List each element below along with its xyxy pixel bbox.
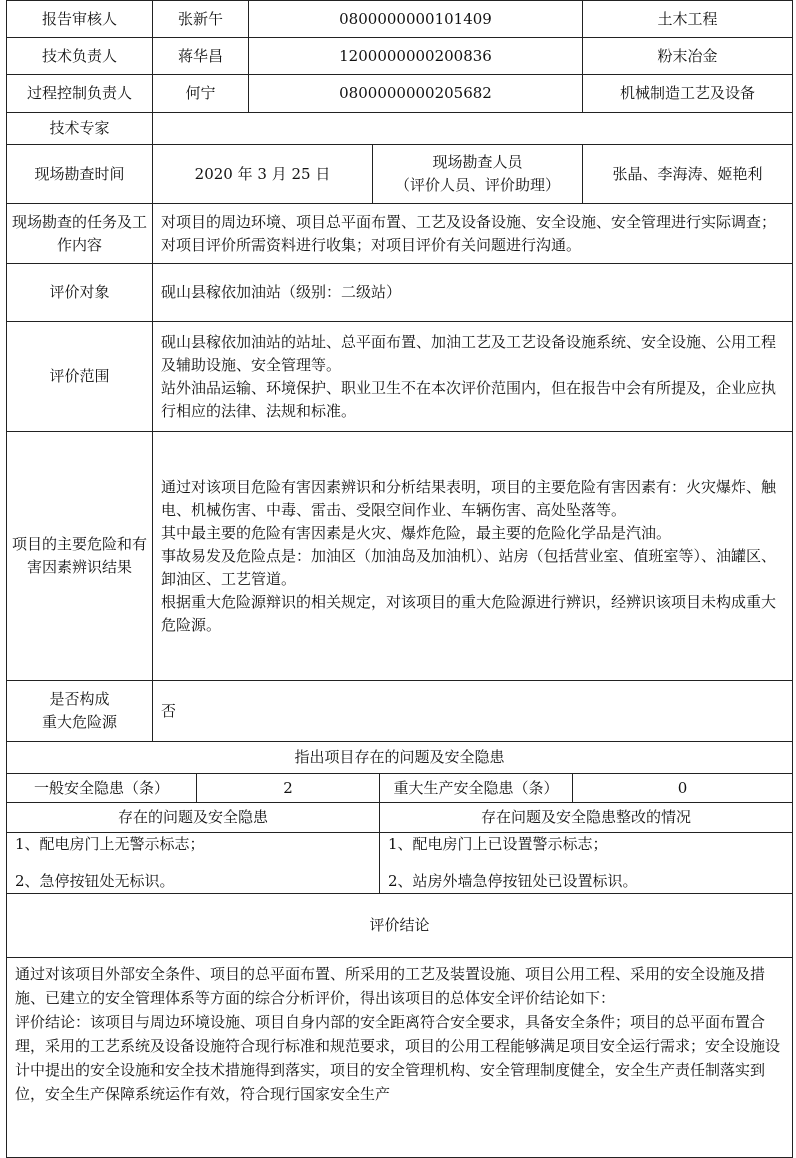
fix-list xyxy=(380,833,793,894)
reviewer-id: 0800000000101409 xyxy=(249,1,583,38)
hazard-paragraph-4: 根据重大危险源辩识的相关规定，对该项目的重大危险源进行辨识，经辨识该项目未构成重大危险源。 xyxy=(161,592,777,634)
process-lead-role: 过程控制负责人 xyxy=(7,75,153,113)
major-hazard-label: 重大生产安全隐患（条） xyxy=(380,774,573,803)
survey-staff-label xyxy=(373,145,583,204)
fix-column-header: 存在问题及安全隐患整改的情况 xyxy=(380,803,793,833)
issues-header-row xyxy=(7,803,793,833)
fix-item-2: 2、站房外墙急停按钮处已设置标识。 xyxy=(388,872,638,890)
reviewer-name: 张新午 xyxy=(153,1,249,38)
issues-title: 指出项目存在的问题及安全隐患 xyxy=(7,742,793,774)
issues-count-row xyxy=(7,774,793,803)
scope-value xyxy=(153,322,793,432)
survey-staff-label-line2: （评价人员、评价助理） xyxy=(394,176,560,194)
tech-lead-id: 1200000000200836 xyxy=(249,38,583,75)
issues-table xyxy=(6,741,793,894)
reviewer-field: 土木工程 xyxy=(583,1,793,38)
object-label: 评价对象 xyxy=(7,264,153,322)
major-source-value: 否 xyxy=(153,681,793,742)
survey-time-value: 2020 年 3 月 25 日 xyxy=(153,145,373,204)
major-source-label-line2: 重大危险源 xyxy=(41,713,117,731)
conclusion-title: 评价结论 xyxy=(7,894,793,958)
problem-item-2: 2、急停按钮处无标识。 xyxy=(15,872,175,890)
object-value: 砚山县稼依加油站（级别：二级站） xyxy=(153,264,793,322)
tech-lead-field: 粉末冶金 xyxy=(583,38,793,75)
tech-lead-row xyxy=(7,38,793,75)
task-row xyxy=(7,204,793,264)
process-lead-name: 何宁 xyxy=(153,75,249,113)
scope-row xyxy=(7,322,793,432)
reviewer-row xyxy=(7,1,793,38)
scope-label: 评价范围 xyxy=(7,322,153,432)
issues-detail-row xyxy=(7,833,793,894)
object-row xyxy=(7,264,793,322)
scope-paragraph-1: 砚山县稼依加油站的站址、总平面布置、加油工艺及工艺设备设施系统、安全设施、公用工程及辅助设施、安全管理等。 xyxy=(161,332,777,374)
process-lead-row xyxy=(7,75,793,113)
general-hazard-label: 一般安全隐患（条） xyxy=(7,774,197,803)
hazard-value xyxy=(153,432,793,681)
task-value: 对项目的周边环境、项目总平面布置、工艺及设备设施、安全设施、安全管理进行实际调查；对项目评价所需资料进行收集；对项目评价有关问题进行沟通。 xyxy=(153,204,793,264)
major-source-label xyxy=(7,681,153,742)
process-lead-id: 0800000000205682 xyxy=(249,75,583,113)
conclusion-title-row xyxy=(7,894,793,958)
general-hazard-count: 2 xyxy=(197,774,380,803)
expert-row xyxy=(7,113,793,145)
major-source-row xyxy=(7,681,793,742)
conclusion-body xyxy=(7,958,793,1158)
conclusion-paragraph-1: 通过对该项目外部安全条件、项目的总平面布置、所采用的工艺及装置设施、项目公用工程、采用的安全设施及措施、已建立的安全管理体系等方面的综合分析评价，得出该项目的总体安全评价结论如下： xyxy=(15,965,766,1007)
hazard-paragraph-2: 其中最主要的危险有害因素是火灾、爆炸危险，最主要的危险化学品是汽油。 xyxy=(161,523,672,542)
problem-item-1: 1、配电房门上无警示标志； xyxy=(15,835,205,853)
conclusion-table xyxy=(6,893,793,1158)
hazard-row xyxy=(7,432,793,681)
personnel-and-scope-table xyxy=(6,0,793,742)
survey-time-label: 现场勘查时间 xyxy=(7,145,153,204)
hazard-paragraph-1: 通过对该项目危险有害因素辨识和分析结果表明，项目的主要危险有害因素有：火灾爆炸、触电、机械伤害、中毒、雷击、受限空间作业、车辆伤害、高处坠落等。 xyxy=(161,477,777,519)
survey-staff-label-line1: 现场勘查人员 xyxy=(432,153,523,171)
scope-paragraph-2: 站外油品运输、环境保护、职业卫生不在本次评价范围内，但在报告中会有所提及，企业应执行相应的法律、法规和标准。 xyxy=(161,378,777,420)
hazard-label: 项目的主要危险和有害因素辨识结果 xyxy=(7,432,153,681)
reviewer-role: 报告审核人 xyxy=(7,1,153,38)
fix-item-1: 1、配电房门上已设置警示标志； xyxy=(388,835,608,853)
conclusion-body-row xyxy=(7,958,793,1158)
major-source-label-line1: 是否构成 xyxy=(49,690,110,708)
issues-title-row xyxy=(7,742,793,774)
problem-column-header: 存在的问题及安全隐患 xyxy=(7,803,380,833)
process-lead-field: 机械制造工艺及设备 xyxy=(583,75,793,113)
tech-lead-name: 蒋华昌 xyxy=(153,38,249,75)
expert-value xyxy=(153,113,793,145)
survey-staff-value: 张晶、李海涛、姬艳利 xyxy=(583,145,793,204)
major-hazard-count: 0 xyxy=(573,774,793,803)
tech-lead-role: 技术负责人 xyxy=(7,38,153,75)
expert-label: 技术专家 xyxy=(7,113,153,145)
task-label: 现场勘查的任务及工作内容 xyxy=(7,204,153,264)
hazard-paragraph-3: 事故易发及危险点是：加油区（加油岛及加油机）、站房（包括营业室、值班室等）、油罐区、卸油区、工艺管道。 xyxy=(161,546,777,588)
problem-list xyxy=(7,833,380,894)
survey-row xyxy=(7,145,793,204)
conclusion-paragraph-2: 评价结论：该项目与周边环境设施、项目自身内部的安全距离符合安全要求，具备安全条件；项目的总平面布置合理，采用的工艺系统及设备设施符合现行标准和规范要求，项目的公用工程能够满足项目安全运行需求；安全设施设计中提出的安全设施和安全技术措施得到落实，项目的安全管理机构、安全管理制度健全，安全生产责任制落实到位，安全生产保障系统运作有效，符合现行国家安全生产 xyxy=(15,1013,781,1103)
